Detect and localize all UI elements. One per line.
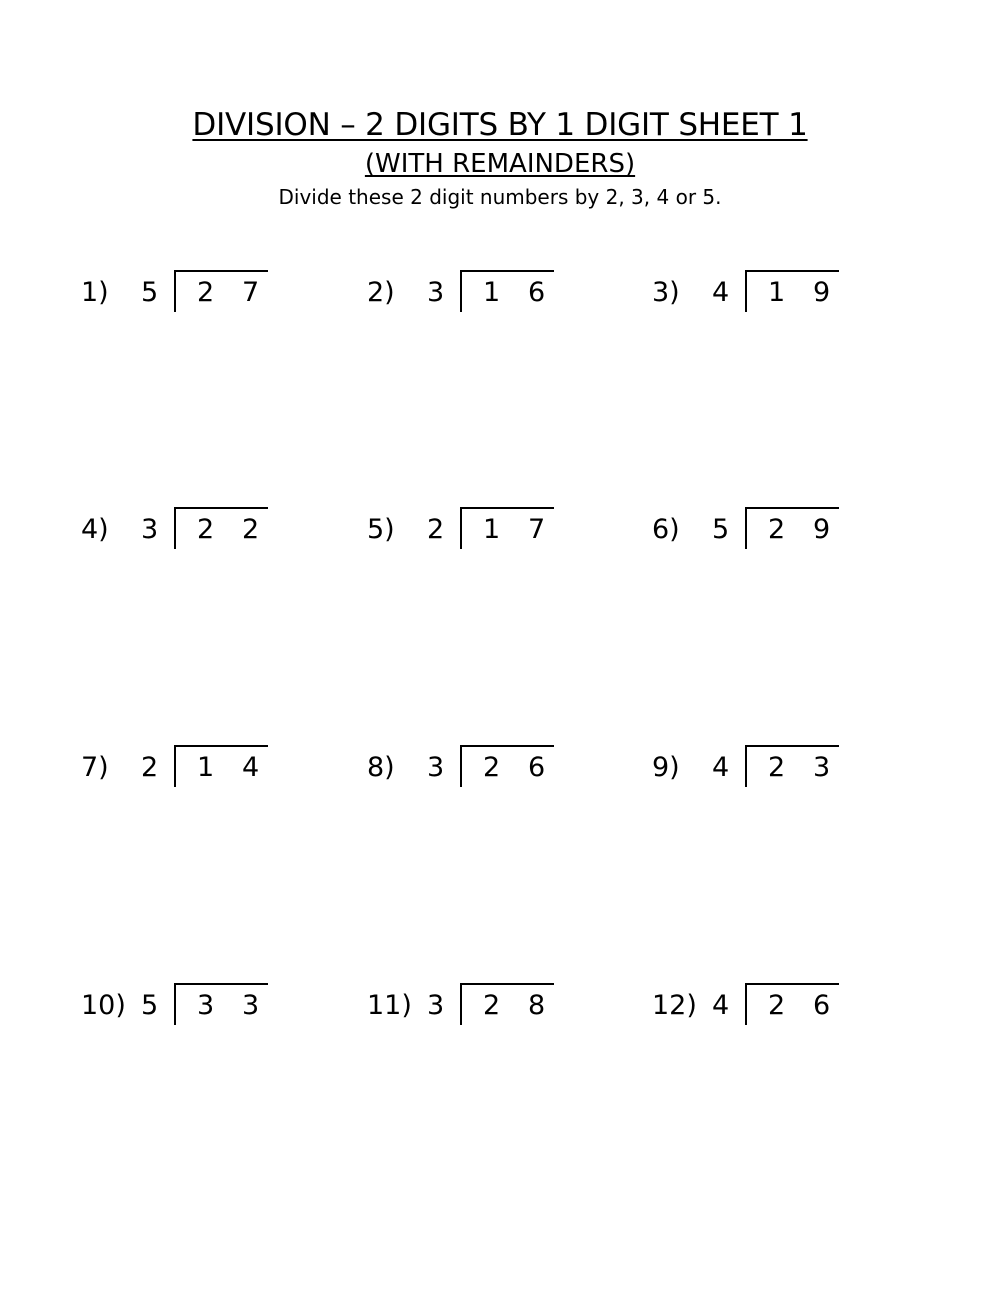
worksheet-subtitle: (WITH REMAINDERS) (364, 149, 636, 179)
division-problem (81, 507, 271, 551)
dividend-ones-digit: 4 (242, 752, 260, 783)
dividend-tens-digit: 1 (483, 277, 501, 308)
problem-number: 6) (652, 514, 680, 545)
problem-number: 2) (367, 277, 395, 308)
problem-number: 5) (367, 514, 395, 545)
problem-divisor: 3 (141, 514, 159, 545)
problem-number: 11) (367, 990, 412, 1021)
dividend-tens-digit: 2 (483, 752, 501, 783)
dividend-tens-digit: 1 (483, 514, 501, 545)
division-problem (367, 507, 557, 551)
dividend-ones-digit: 2 (242, 514, 260, 545)
dividend-tens-digit: 2 (768, 990, 786, 1021)
problem-divisor: 2 (427, 514, 445, 545)
division-problem (652, 507, 842, 551)
dividend-ones-digit: 6 (528, 752, 546, 783)
problem-number: 12) (652, 990, 697, 1021)
division-problem (81, 745, 271, 789)
dividend-ones-digit: 9 (813, 277, 831, 308)
problem-number: 1) (81, 277, 109, 308)
dividend-tens-digit: 3 (197, 990, 215, 1021)
problem-number: 9) (652, 752, 680, 783)
dividend-tens-digit: 1 (768, 277, 786, 308)
problem-divisor: 4 (712, 990, 730, 1021)
problem-divisor: 5 (141, 277, 159, 308)
dividend-tens-digit: 2 (197, 514, 215, 545)
dividend-tens-digit: 2 (768, 752, 786, 783)
dividend-tens-digit: 1 (197, 752, 215, 783)
problem-divisor: 3 (427, 990, 445, 1021)
division-problem (81, 983, 271, 1027)
dividend-ones-digit: 9 (813, 514, 831, 545)
dividend-ones-digit: 8 (528, 990, 546, 1021)
problem-divisor: 5 (712, 514, 730, 545)
problem-divisor: 3 (427, 752, 445, 783)
problem-number: 7) (81, 752, 109, 783)
problem-number: 4) (81, 514, 109, 545)
division-problem (652, 745, 842, 789)
problem-divisor: 5 (141, 990, 159, 1021)
worksheet-instructions: Divide these 2 digit numbers by 2, 3, 4 or 5. (278, 185, 722, 209)
problem-divisor: 4 (712, 277, 730, 308)
dividend-tens-digit: 2 (197, 277, 215, 308)
worksheet-title: DIVISION – 2 DIGITS BY 1 DIGIT SHEET 1 (192, 107, 808, 143)
division-problem (652, 270, 842, 314)
dividend-tens-digit: 2 (483, 990, 501, 1021)
problem-divisor: 4 (712, 752, 730, 783)
dividend-ones-digit: 6 (813, 990, 831, 1021)
dividend-ones-digit: 3 (242, 990, 260, 1021)
dividend-ones-digit: 7 (528, 514, 546, 545)
dividend-ones-digit: 7 (242, 277, 260, 308)
division-problem (367, 983, 557, 1027)
problem-number: 10) (81, 990, 126, 1021)
dividend-ones-digit: 6 (528, 277, 546, 308)
division-problem (652, 983, 842, 1027)
problem-number: 8) (367, 752, 395, 783)
division-problem (81, 270, 271, 314)
dividend-tens-digit: 2 (768, 514, 786, 545)
division-problem (367, 745, 557, 789)
problem-divisor: 2 (141, 752, 159, 783)
dividend-ones-digit: 3 (813, 752, 831, 783)
division-problem (367, 270, 557, 314)
problem-divisor: 3 (427, 277, 445, 308)
problem-number: 3) (652, 277, 680, 308)
worksheet-header (0, 104, 1000, 212)
